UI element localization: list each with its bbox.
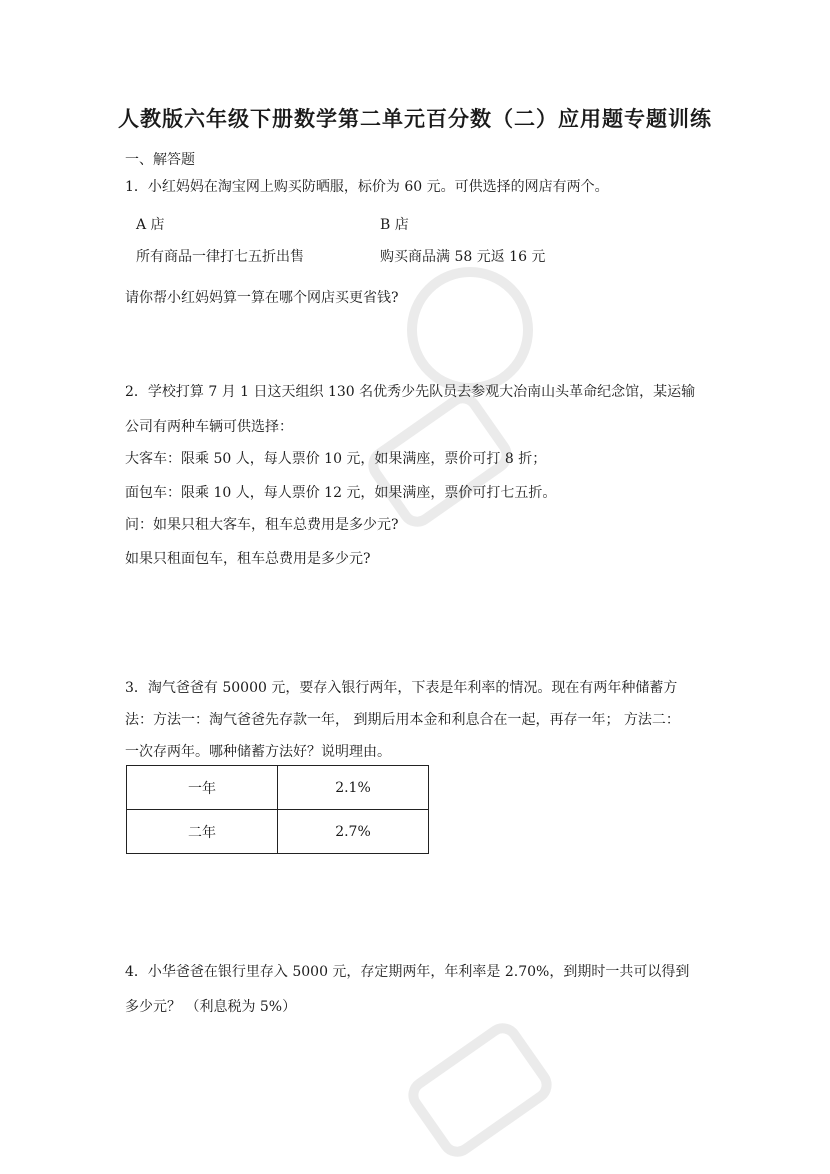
table-row xyxy=(127,766,429,810)
q1-store-a-name: A 店 xyxy=(136,217,165,233)
q2-line1: 2．学校打算 7 月 1 日这天组织 130 名优秀少先队员去参观大冶南山头革命纪念馆，某运输 xyxy=(125,384,696,400)
q2-line6: 如果只租面包车，租车总费用是多少元? xyxy=(125,551,371,567)
q4-line1: 4．小华爸爸在银行里存入 5000 元，存定期两年，年利率是 2.70%，到期时一共可以得到 xyxy=(125,964,690,980)
q4-line2: 多少元？ （利息税为 5%） xyxy=(125,999,297,1015)
rate-cell: 2.1% xyxy=(278,766,429,810)
term-cell: 一年 xyxy=(127,766,278,810)
q2-line4: 面包车：限乘 10 人，每人票价 12 元，如果满座，票价可打七五折。 xyxy=(125,485,557,501)
q1-store-b-name: B 店 xyxy=(380,217,409,233)
term-cell: 二年 xyxy=(127,810,278,854)
interest-rate-table xyxy=(126,765,429,854)
q3-line1: 3．淘气爸爸有 50000 元，要存入银行两年，下表是年利率的情况。现在有两年种储蓄方 xyxy=(125,680,678,696)
q3-line3: 一次存两年。哪种储蓄方法好？说明理由。 xyxy=(125,744,391,760)
q1-store-b-desc: 购买商品满 58 元返 16 元 xyxy=(380,249,546,265)
q2-line2: 公司有两种车辆可供选择： xyxy=(125,419,293,435)
q1-intro: 1．小红妈妈在淘宝网上购买防晒服，标价为 60 元。可供选择的网店有两个。 xyxy=(125,179,609,195)
page-title: 人教版六年级下册数学第二单元百分数（二）应用题专题训练 xyxy=(118,106,712,131)
rate-cell: 2.7% xyxy=(278,810,429,854)
q1-store-a-desc: 所有商品一律打七五折出售 xyxy=(136,249,304,265)
q3-line2: 法：方法一：淘气爸爸先存款一年， 到期后用本金和利息合在一起，再存一年； 方法二： xyxy=(125,712,680,728)
table-row xyxy=(127,810,429,854)
q1-question: 请你帮小红妈妈算一算在哪个网店买更省钱? xyxy=(125,290,399,306)
section-heading: 一、解答题 xyxy=(125,152,195,168)
q2-line5: 问：如果只租大客车，租车总费用是多少元? xyxy=(125,517,399,533)
q2-line3: 大客车：限乘 50 人，每人票价 10 元，如果满座，票价可打 8 折； xyxy=(125,451,547,467)
